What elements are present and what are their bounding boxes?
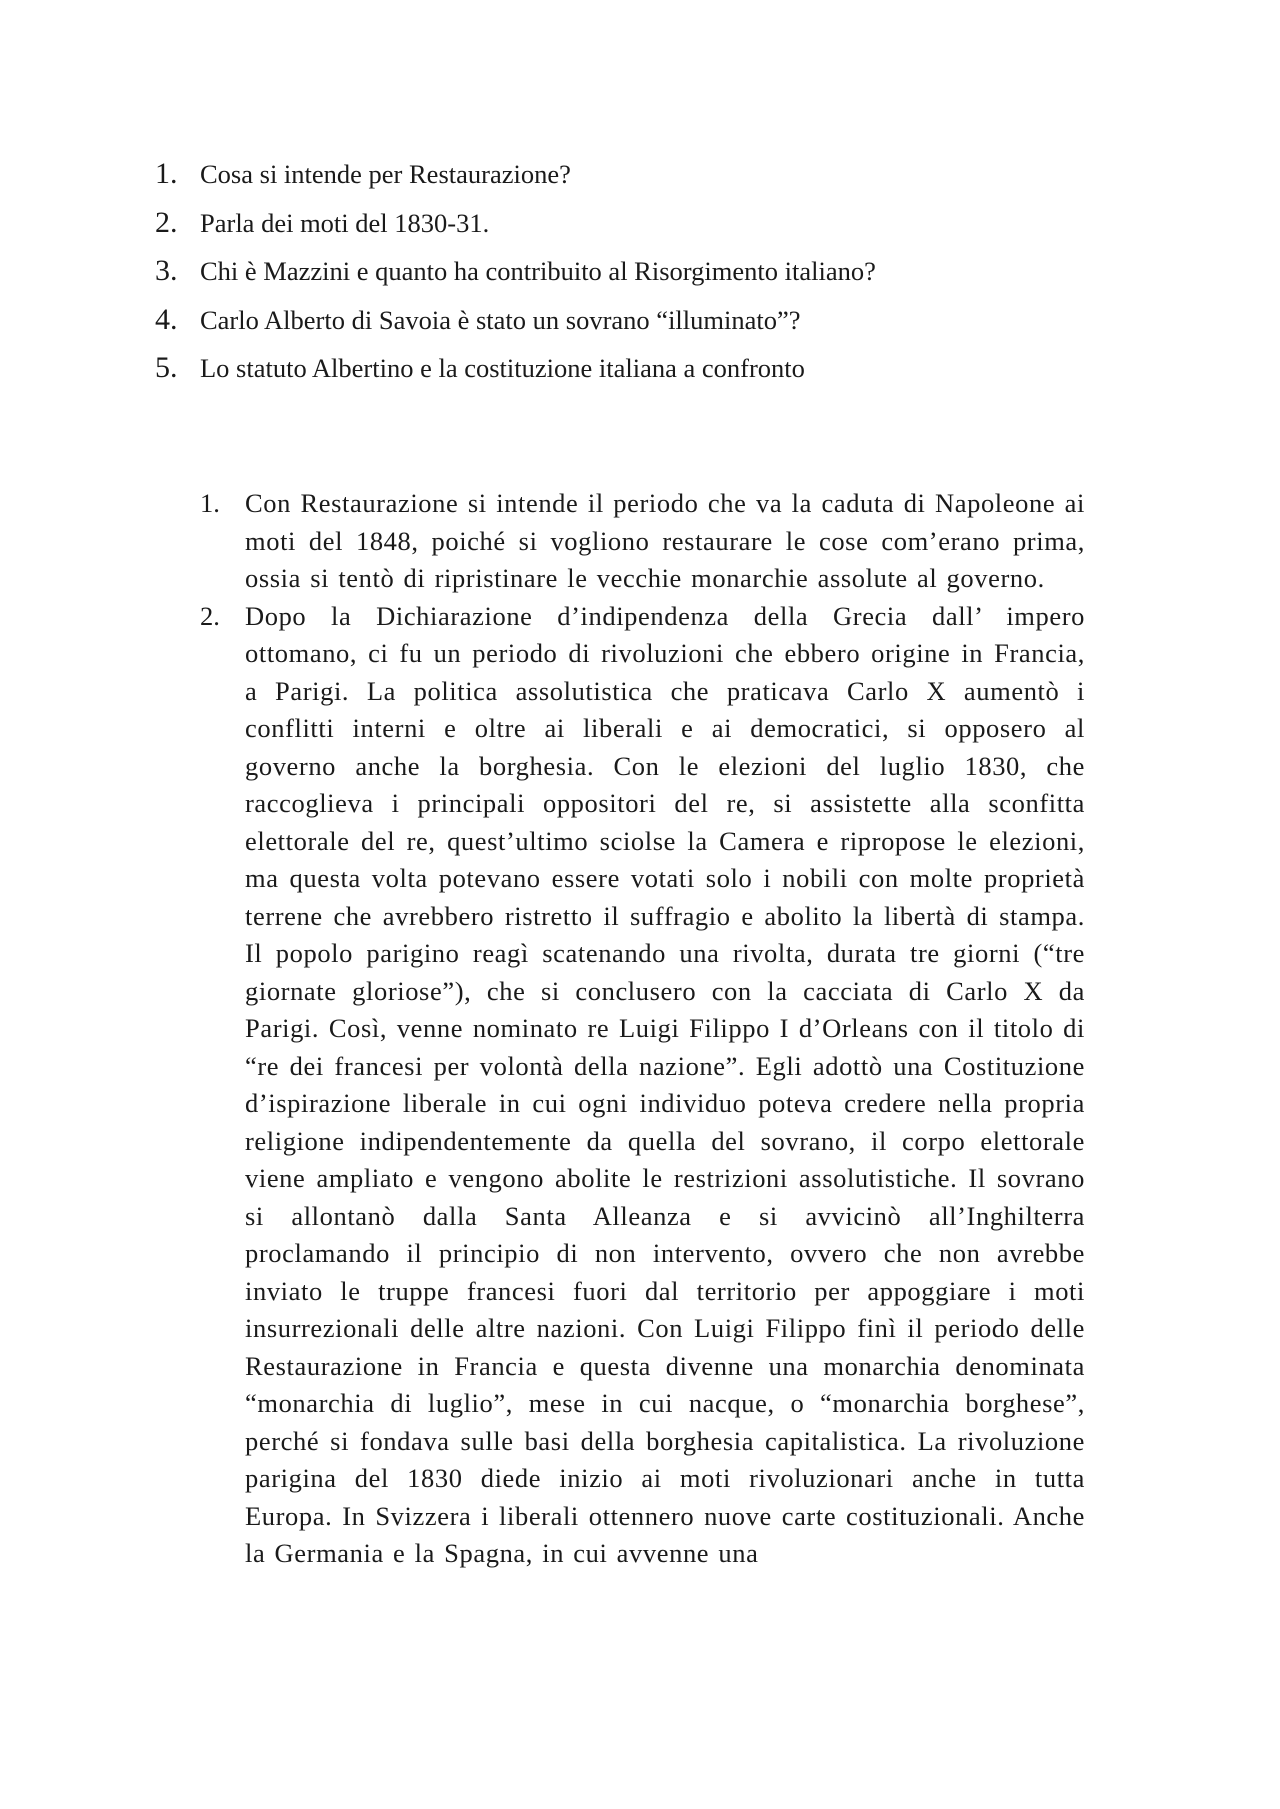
question-number: 1. [155,157,178,190]
answers-list [200,485,1085,1573]
question-number: 4. [155,302,178,336]
question-number: 2. [155,205,178,239]
question-item [155,206,1055,255]
questions-list [155,157,1055,400]
question-item [155,254,1055,303]
question-item [155,303,1055,352]
answer-number: 2. [200,600,220,631]
answer-text: Dopo la Dichiarazione d’indipendenza della Grecia dall’ impero ottomano, ci fu un periodo di rivoluzioni che ebbero origine in Francia, a Parigi. La politica assolutistica che praticava Carlo X aumentò i conflitti interni e oltre ai liberali e ai democratici, si opposero al governo anche la borghesia. Con le elezioni del luglio 1830, che raccoglieva i principali oppositori del re, si assistette alla sconfitta elettorale del re, quest’ultimo sciolse la Camera e ripropose le elezioni, ma questa volta potevano essere votati solo i nobili con molte proprietà terrene che avrebbero ristretto il suffragio e abolito la libertà di stampa. Il popolo parigino reagì scatenando una rivolta, durata tre giorni (“tre giornate gloriose”), che si conclusero con la cacciata di Carlo X da Parigi. Così, venne nominato re Luigi Filippo I d’Orleans con il titolo di “re dei francesi per volontà della nazione”. Egli adottò una Costituzione d’ispirazione liberale in cui ogni individuo poteva credere nella propria religione indipendentemente da quella del sovrano, il corpo elettorale viene ampliato e vengono abolite le restrizioni assolutistiche. Il sovrano si allontanò dalla Santa Alleanza e si avvicinò all’Inghilterra proclamando il principio di non intervento, ovvero che non avrebbe inviato le truppe francesi fuori dal territorio per appoggiare i moti insurrezionali delle altre nazioni. Con Luigi Filippo finì il periodo delle Restaurazione in Francia e questa divenne una monarchia denominata “monarchia di luglio”, mese in cui nacque, o “monarchia borghese”, perché si fondava sulle basi della borghesia capitalistica. La rivoluzione parigina del 1830 diede inizio ai moti rivoluzionari anche in tutta Europa. In Svizzera i liberali ottennero nuove carte costituzionali. Anche la Germania e la Spagna, in cui avvenne una [245,600,1085,1568]
question-text: Chi è Mazzini e quanto ha contribuito al Risorgimento italiano? [200,256,876,286]
question-item [155,157,1055,206]
question-number: 3. [155,254,178,287]
answer-item [200,485,1085,598]
question-number: 5. [155,351,178,384]
question-text: Cosa si intende per Restaurazione? [200,159,571,189]
answer-item [200,598,1085,1573]
question-item [155,351,1055,400]
question-text: Parla dei moti del 1830-31. [200,207,490,238]
answer-number: 1. [200,488,220,518]
question-text: Carlo Alberto di Savoia è stato un sovrano “illuminato”? [200,304,801,335]
answer-text: Con Restaurazione si intende il periodo che va la caduta di Napoleone ai moti del 1848, poiché si vogliono restaurare le cose com’erano prima, ossia si tentò di ripristinare le vecchie monarchie assolute al governo. [245,488,1085,593]
question-text: Lo statuto Albertino e la costituzione italiana a confronto [200,353,805,383]
